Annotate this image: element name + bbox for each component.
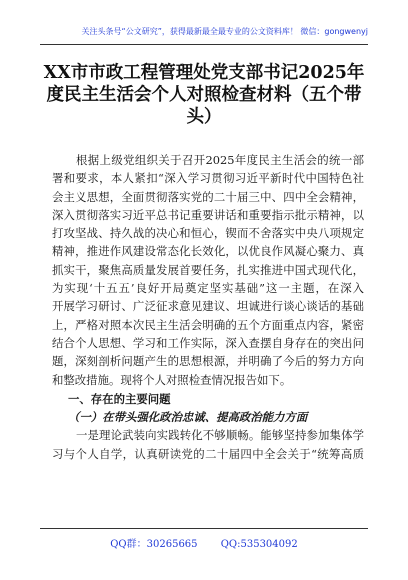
body-line: 上，严格对照本次民主生活会明确的五个方面重点内容，紧密 bbox=[52, 317, 364, 332]
footer-qq-number: QQ:535304092 bbox=[220, 539, 298, 550]
body-line: 精神，推进作风建设常态化长效化，以优良作风凝心聚力、真 bbox=[52, 244, 364, 259]
header-promo-text: 关注头条号“公文研究”，获得最新最全最专业的公文资料库！ 微信：gongwenyj bbox=[81, 27, 368, 36]
body-line: 为实现‘十五五’良好开局奠定坚实基础”这一主题，在深入 bbox=[52, 281, 364, 296]
body-line: 打攻坚战、持久战的决心和恒心，锲而不舍落实中央八项规定 bbox=[52, 226, 364, 241]
body-line: 结合个人思想、学习和工作实际，深入查摆自身存在的突出问 bbox=[52, 335, 364, 350]
subsection-heading: （一）在带头强化政治忠诚、提高政治能力方面 bbox=[68, 410, 308, 425]
body-line: 会主义思想，全面贯彻落实党的二十届三中、四中全会精神， bbox=[52, 189, 364, 204]
title-line: XX市市政工程管理处党支部书记2025年 bbox=[43, 63, 365, 83]
page-footer bbox=[40, 528, 368, 569]
document-body bbox=[52, 151, 364, 463]
body-line: 一是理论武装向实践转化不够顺畅。能够坚持参加集体学 bbox=[76, 428, 364, 443]
body-line: 抓实干，聚焦高质量发展首要任务，扎实推进中国式现代化， bbox=[52, 262, 364, 277]
body-line: 题，深刻剖析问题产生的思想根源，并明确了今后的努力方向 bbox=[52, 354, 364, 369]
page-header bbox=[40, 0, 368, 45]
body-line: 开展学习研讨、广泛征求意见建议、坦诚进行谈心谈话的基础 bbox=[52, 299, 364, 314]
document-title bbox=[40, 62, 368, 128]
title-line: 度民主生活会个人对照检查材料（五个带 bbox=[46, 85, 362, 105]
body-line: 和整改措施。现将个人对照检查情况报告如下。 bbox=[52, 372, 292, 387]
title-line: 头） bbox=[186, 107, 222, 127]
body-line: 署和要求，本人紧扣“深入学习贯彻习近平新时代中国特色社 bbox=[52, 171, 364, 186]
footer-qq-group: QQ群：30265665 bbox=[110, 539, 198, 550]
body-line: 习与个人自学，认真研读党的二十届四中全会关于“统筹高质 bbox=[52, 446, 364, 461]
body-line: 根据上级党组织关于召开2025年度民主生活会的统一部 bbox=[76, 153, 364, 167]
body-line: 深入贯彻落实习近平总书记重要讲话和重要指示批示精神，以 bbox=[52, 207, 364, 222]
footer-contact bbox=[40, 535, 368, 550]
section-heading: 一、存在的主要问题 bbox=[68, 391, 171, 406]
